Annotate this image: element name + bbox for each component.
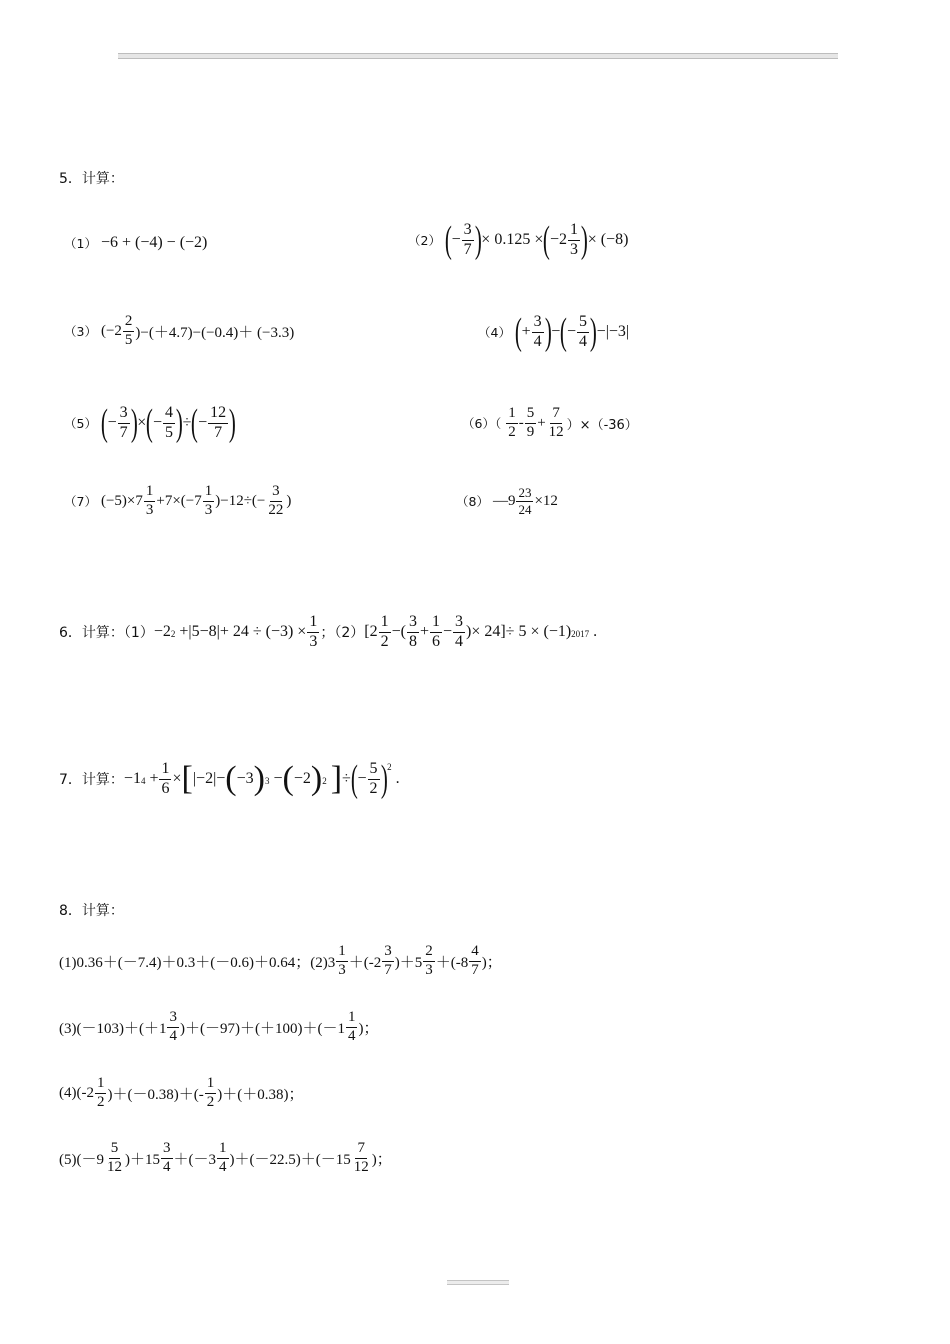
expression-2: [2 $\frac{1}{2}$ −( $\frac{3}{8}$ + $\frac{1}{6}$ − $\frac{3}{4}$ )× 24]÷ 5 × (−1) 2017 — [364, 613, 590, 650]
item-label: （5） — [64, 416, 97, 431]
q5-item-5 — [64, 404, 236, 442]
q8-line-2 — [59, 1010, 378, 1045]
expression: −1 4 + $\frac{1}{6}$ × [ |−2|− ( −3 ) 3 − ( −2 ) 2 ] ÷ ( − $\frac{5}{2}$ ) 2 — [123, 758, 392, 800]
bottom-rule — [447, 1280, 509, 1285]
item-label: （8） — [456, 494, 489, 510]
expression: ( + $\frac{3}{4}$ ) − ( − $\frac{5}{4}$ ) −|−3| — [514, 311, 630, 353]
q5-item-1 — [64, 234, 207, 252]
expression: —9 $\frac{23}{24}$ ×12 — [492, 485, 558, 517]
expression: ( − $\frac{3}{7}$ ) × 0.125 × ( −2 $\frac{1}{3}$ ) × (−8) — [444, 219, 629, 261]
question-7-title: 7．计算： — [59, 772, 124, 788]
question-8-title: 8．计算： — [59, 903, 124, 919]
q5-item-2 — [408, 221, 628, 259]
expression-start: (4)(-2 — [59, 1084, 94, 1101]
expression: (4)(-2 $\frac{1}{2}$ )＋(－0.38)＋(- $\frac{1}{2}$ )＋(＋0.38)； — [59, 1075, 304, 1110]
question-6 — [59, 614, 597, 651]
expression: $\frac{1}{2}$ - $\frac{5}{9}$ + $\frac{7}{12}$ ）×（-36） — [508, 405, 638, 440]
q8-line-3 — [59, 1076, 303, 1111]
expression: ( − $\frac{3}{7}$ ) × ( − $\frac{4}{5}$ ) ÷ ( − $\frac{12}{7}$ ) — [100, 402, 236, 444]
expression: (3)(－103)＋(＋1 $\frac{3}{4}$ )＋(－97)＋(＋100)＋(－1 $\frac{1}{4}$ )； — [59, 1009, 379, 1044]
expression: (1)0.36＋(－7.4)＋0.3＋(－0.6)＋0.64；(2)3 $\frac{1}{3}$ ＋(-2 $\frac{3}{7}$ )＋5 $\frac{2}{3}$ ＋(-8 $\frac{4}{7}$ )； — [59, 943, 502, 978]
end-mark: . — [395, 770, 400, 787]
item-label: （3） — [64, 324, 97, 340]
q5-item-6 — [462, 406, 638, 441]
item-label: （4） — [478, 325, 511, 340]
expression: (5)(－9 $\frac{5}{12}$ )＋15 $\frac{3}{4}$ ＋(－3 $\frac{1}{4}$ )＋(－22.5)＋(－15 $\frac{7}{12}$ )； — [59, 1140, 392, 1175]
item-label: （7） — [64, 494, 97, 510]
expression-start: (3)(－103)＋(＋1 — [59, 1020, 167, 1037]
expression: −6 + (−4) − (−2) — [100, 234, 208, 251]
q8-line-1 — [59, 944, 502, 979]
q8-line-4 — [59, 1141, 392, 1176]
expression: (−2 $\frac{2}{5}$ )−(＋4.7)−(−0.4)＋ (−3.3) — [100, 313, 295, 348]
top-rule — [118, 53, 838, 59]
item-label: （1） — [64, 236, 97, 251]
expression-start: (5)(－9 — [59, 1151, 104, 1168]
expression: (−5)×7 $\frac{1}{3}$ +7×(−7 $\frac{1}{3}$ )−12÷(− $\frac{3}{22}$ ) — [100, 483, 292, 518]
item-label: （6）（ — [462, 416, 502, 432]
q5-item-7 — [64, 484, 291, 519]
expression-start: (1)0.36＋(－7.4)＋0.3＋(－0.6)＋0.64；(2)3 — [59, 954, 336, 971]
separator: ；（2） — [320, 625, 365, 642]
end-mark: . — [593, 623, 598, 641]
question-7 — [59, 760, 400, 798]
expression-1: −2 2 +|5−8|+ 24 ÷ (−3) × $\frac{1}{3}$ — [153, 613, 318, 650]
item-label: （2） — [408, 233, 441, 248]
q5-item-8 — [456, 486, 558, 516]
q5-item-4 — [478, 313, 629, 351]
question-6-title: 6．计算：（1） — [59, 625, 154, 642]
q5-item-3 — [64, 314, 294, 349]
question-5-title: 5．计算： — [59, 171, 124, 187]
